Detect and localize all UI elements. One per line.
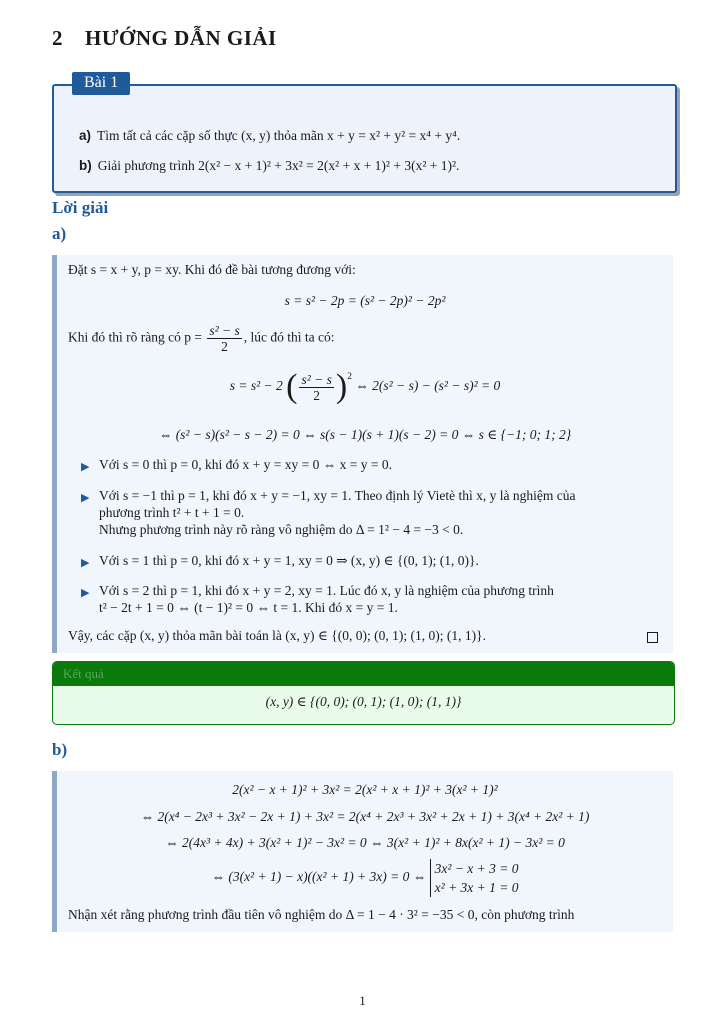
problem-tag: Bài 1 xyxy=(72,72,130,95)
sol-a-equation-2: s = s² − 2 ( $\frac{\text{s² − s}}{2}$ )$^2$ ⇔ 2(s² − s) − (s² − s)² = 0 xyxy=(229,368,501,405)
problem-box xyxy=(52,84,677,193)
page-number: 1 xyxy=(359,993,366,1008)
sol-a-line-3-post: , lúc đó thì ta có: xyxy=(243,329,335,345)
fraction-numerator: s² − s xyxy=(301,371,332,387)
fraction xyxy=(299,372,333,403)
result-title: Kết quả xyxy=(53,662,674,686)
system-eq-1: 3x² − x + 3 = 0 xyxy=(434,861,519,876)
case-s-minus1-line-3: Nhưng phương trình này rõ ràng vô nghiệm do Δ = 1² − 4 = −3 < 0. xyxy=(99,522,464,537)
sol-a-equation-3: ⇔ (s² − s)(s² − s − 2) = 0 ⇔ s(s − 1)(s + 1)(s − 2) = 0 ⇔ s ∈ {−1; 0; 1; 2} xyxy=(158,427,572,442)
solution-a-box xyxy=(52,255,673,653)
problem-part-a xyxy=(79,128,460,144)
sol-a-eq2-post: ⇔ 2(s² − s) − (s² − s)² = 0 xyxy=(355,378,501,394)
sol-a-line-1: Đặt s = x + y, p = xy. Khi đó đề bài tương đương với: xyxy=(68,262,356,277)
section-title xyxy=(52,26,277,51)
right-paren: ) xyxy=(335,368,348,405)
bullet-icon: ▶ xyxy=(81,557,90,569)
solution-heading: Lời giải xyxy=(52,198,109,217)
fraction-numerator: s² − s xyxy=(209,323,240,338)
part-b-heading: b) xyxy=(52,740,68,759)
fraction-denominator: 2 xyxy=(313,387,321,403)
bullet-icon: ▶ xyxy=(81,587,90,599)
part-b-text: Giải phương trình 2(x² − x + 1)² + 3x² = 2(x² + x + 1)² + 3(x² + 1)². xyxy=(97,158,460,173)
qed-square-icon xyxy=(647,632,658,643)
problem-part-b xyxy=(79,158,459,174)
case-s2-line-2: t² − 2t + 1 = 0 ⇔ (t − 1)² = 0 ⇔ t = 1. Khi đó x = y = 1. xyxy=(99,600,398,615)
solution-b-box xyxy=(52,771,673,932)
part-a-text: Tìm tất cả các cặp số thực (x, y) thỏa mãn x + y = x² + y² = x⁴ + y⁴. xyxy=(97,128,461,143)
case-s-minus1-line-2: phương trình t² + t + 1 = 0. xyxy=(99,505,245,520)
sol-b-line-4-pre: ⇔ (3(x² + 1) − x)((x² + 1) + 3x) = 0 ⇔ xyxy=(211,869,427,885)
bullet-icon: ▶ xyxy=(81,461,90,473)
fraction xyxy=(207,323,241,354)
bullet-icon: ▶ xyxy=(81,492,90,504)
sol-a-conclusion: Vậy, các cặp (x, y) thỏa mãn bài toán là (x, y) ∈ {(0, 0); (0, 1); (1, 0); (1, 1)}. xyxy=(68,628,486,643)
case-s0: Với s = 0 thì p = 0, khi đó x + y = xy = 0 ⇔ x = y = 0. xyxy=(99,457,392,472)
part-b-label: b) xyxy=(79,158,92,173)
case-s-minus1-line-1: Với s = −1 thì p = 1, khi đó x + y = −1, xy = 1. Theo định lý Vietè thì x, y là nghiệm của xyxy=(99,488,576,503)
sol-b-line-4 xyxy=(57,859,673,897)
sol-a-line-3-pre: Khi đó thì rõ ràng có p = xyxy=(68,329,202,345)
sol-a-eq2-pre: s = s² − 2 xyxy=(229,378,283,394)
case-s2-line-1: Với s = 2 thì p = 1, khi đó x + y = 2, xy = 1. Lúc đó x, y là nghiệm của phương trình xyxy=(99,583,554,598)
sol-b-line-5: Nhận xét rằng phương trình đầu tiên vô nghiệm do Δ = 1 − 4 · 3² = −35 < 0, còn phương trình xyxy=(68,907,575,922)
left-paren: ( xyxy=(286,368,298,405)
sol-a-line-3 xyxy=(68,323,335,354)
result-box xyxy=(52,661,675,725)
sol-b-line-2: ⇔ 2(x⁴ − 2x³ + 3x² − 2x + 1) + 3x² = 2(x⁴ + 2x³ + 3x² + 2x + 1) + 3(x⁴ + 2x² + 1) xyxy=(140,809,590,824)
section-number: 2 xyxy=(52,26,63,50)
case-s1: Với s = 1 thì p = 0, khi đó x + y = 1, xy = 0 ⇒ (x, y) ∈ {(0, 1); (1, 0)}. xyxy=(99,553,479,568)
equation-system xyxy=(430,859,519,897)
result-value: (x, y) ∈ {(0, 0); (0, 1); (1, 0); (1, 1)} xyxy=(265,694,462,709)
system-eq-2: x² + 3x + 1 = 0 xyxy=(434,880,519,895)
sol-b-line-3: ⇔ 2(4x³ + 4x) + 3(x² + 1)² − 3x² = 0 ⇔ 3(x² + 1)² + 8x(x² + 1) − 3x² = 0 xyxy=(165,835,565,850)
part-a-label: a) xyxy=(79,128,92,143)
sol-a-equation-1: s = s² − 2p = (s² − 2p)² − 2p² xyxy=(284,293,446,308)
sol-b-line-1: 2(x² − x + 1)² + 3x² = 2(x² + x + 1)² + 3(x² + 1)² xyxy=(232,782,498,797)
fraction-denominator: 2 xyxy=(221,339,228,354)
section-title-text: HƯỚNG DẪN GIẢI xyxy=(85,26,277,50)
part-a-heading: a) xyxy=(52,224,67,243)
